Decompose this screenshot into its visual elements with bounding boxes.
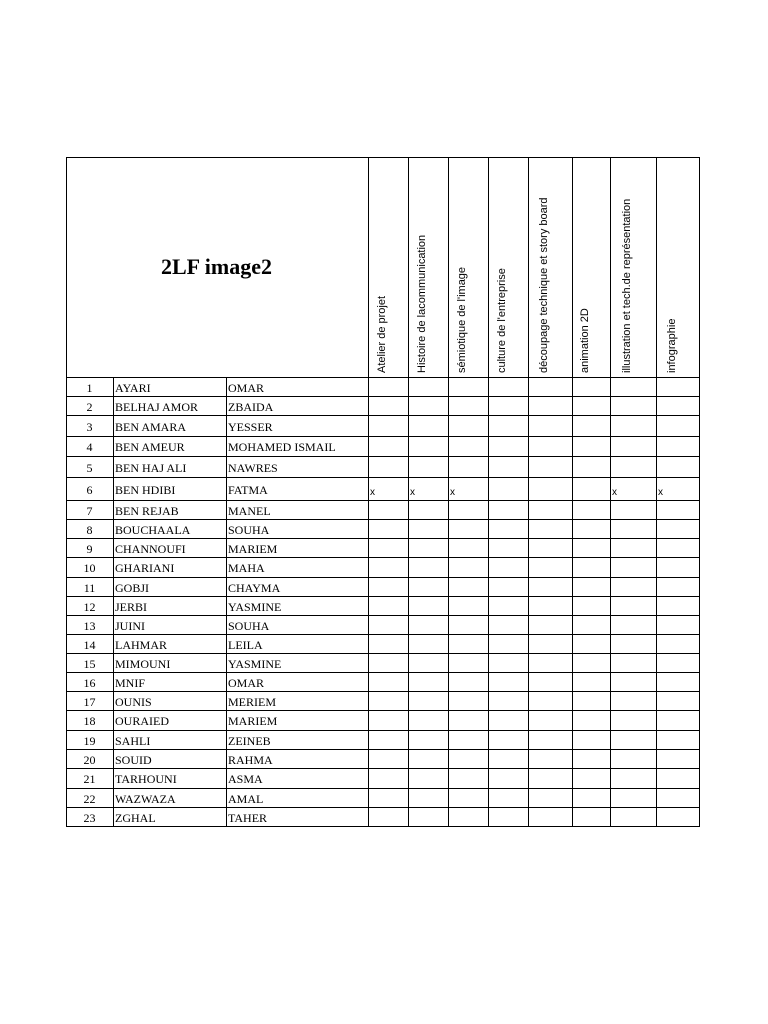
student-first-name: YASMINE bbox=[228, 600, 282, 614]
student-last-name: CHANNOUFI bbox=[115, 542, 186, 556]
row-number: 2 bbox=[86, 400, 93, 414]
attendance-mark: x bbox=[370, 487, 375, 498]
student-first-name: OMAR bbox=[228, 381, 265, 395]
row-number: 18 bbox=[83, 714, 96, 728]
row-number: 8 bbox=[86, 523, 93, 537]
row-number: 19 bbox=[83, 734, 96, 748]
student-last-name: WAZWAZA bbox=[115, 792, 176, 806]
student-first-name: OMAR bbox=[228, 676, 265, 690]
student-last-name: AYARI bbox=[115, 381, 151, 395]
subject-label: Atelier de projet bbox=[376, 295, 388, 373]
student-first-name: AMAL bbox=[228, 792, 264, 806]
student-last-name: OURAIED bbox=[115, 714, 169, 728]
student-first-name: NAWRES bbox=[228, 461, 278, 475]
attendance-mark: x bbox=[410, 487, 415, 498]
student-last-name: BEN AMARA bbox=[115, 420, 187, 434]
row-number: 22 bbox=[83, 792, 96, 806]
row-number: 11 bbox=[83, 581, 96, 595]
student-first-name: MOHAMED ISMAIL bbox=[228, 440, 336, 454]
row-divider bbox=[66, 477, 699, 478]
row-divider bbox=[66, 730, 699, 731]
student-first-name: SOUHA bbox=[228, 619, 270, 633]
student-last-name: BEN REJAB bbox=[115, 504, 179, 518]
row-number: 23 bbox=[83, 811, 96, 825]
row-number: 17 bbox=[83, 695, 96, 709]
student-last-name: BEN AMEUR bbox=[115, 440, 185, 454]
row-divider bbox=[66, 500, 699, 501]
row-number: 6 bbox=[86, 483, 93, 497]
student-first-name: CHAYMA bbox=[228, 581, 281, 595]
subject-label: sémiotique de l'image bbox=[456, 266, 468, 373]
subject-header bbox=[656, 157, 699, 377]
subject-header bbox=[528, 157, 572, 377]
subject-header bbox=[368, 157, 408, 377]
row-divider bbox=[66, 596, 699, 597]
row-number: 7 bbox=[86, 504, 93, 518]
row-number: 4 bbox=[86, 440, 93, 454]
subject-header bbox=[488, 157, 528, 377]
row-number: 20 bbox=[83, 753, 96, 767]
subject-header bbox=[448, 157, 488, 377]
student-first-name: FATMA bbox=[228, 483, 268, 497]
student-first-name: MANEL bbox=[228, 504, 271, 518]
row-divider bbox=[66, 615, 699, 616]
table-border-right bbox=[699, 157, 700, 827]
student-last-name: BOUCHAALA bbox=[115, 523, 191, 537]
student-first-name: ZEINEB bbox=[228, 734, 271, 748]
row-divider bbox=[66, 653, 699, 654]
row-number: 21 bbox=[83, 772, 96, 786]
student-last-name: BELHAJ AMOR bbox=[115, 400, 199, 414]
student-last-name: LAHMAR bbox=[115, 638, 168, 652]
row-number: 15 bbox=[83, 657, 96, 671]
student-last-name: BEN HAJ ALI bbox=[115, 461, 187, 475]
student-first-name: TAHER bbox=[228, 811, 268, 825]
row-divider bbox=[66, 788, 699, 789]
student-last-name: GOBJI bbox=[115, 581, 150, 595]
student-last-name: SOUID bbox=[115, 753, 152, 767]
subject-header bbox=[610, 157, 656, 377]
student-first-name: MERIEM bbox=[228, 695, 276, 709]
student-first-name: MARIEM bbox=[228, 714, 278, 728]
attendance-mark: x bbox=[450, 487, 455, 498]
row-divider bbox=[66, 377, 699, 378]
row-number: 1 bbox=[86, 381, 93, 395]
row-number: 16 bbox=[83, 676, 96, 690]
subject-header bbox=[572, 157, 610, 377]
subject-label: Histoire de lacommunication bbox=[416, 234, 428, 373]
row-divider bbox=[66, 577, 699, 578]
attendance-mark: x bbox=[612, 487, 617, 498]
student-first-name: ZBAIDA bbox=[228, 400, 274, 414]
column-divider bbox=[226, 377, 227, 826]
attendance-mark: x bbox=[658, 487, 663, 498]
row-divider bbox=[66, 768, 699, 769]
subject-header bbox=[408, 157, 448, 377]
student-first-name: ASMA bbox=[228, 772, 263, 786]
row-divider bbox=[66, 436, 699, 437]
student-last-name: MNIF bbox=[115, 676, 146, 690]
row-number: 10 bbox=[83, 561, 96, 575]
student-last-name: GHARIANI bbox=[115, 561, 175, 575]
row-number: 12 bbox=[83, 600, 96, 614]
row-divider bbox=[66, 710, 699, 711]
sheet-title: 2LF image2 bbox=[161, 254, 272, 279]
subject-label: illustration et tech.de représentation bbox=[621, 198, 633, 373]
row-divider bbox=[66, 415, 699, 416]
student-last-name: JERBI bbox=[115, 600, 148, 614]
subject-label: culture de l'entreprise bbox=[496, 268, 508, 373]
column-divider bbox=[113, 377, 114, 826]
student-last-name: TARHOUNI bbox=[115, 772, 177, 786]
row-number: 5 bbox=[86, 461, 93, 475]
student-first-name: SOUHA bbox=[228, 523, 270, 537]
row-number: 9 bbox=[86, 542, 93, 556]
row-divider bbox=[66, 691, 699, 692]
subject-label: infographie bbox=[665, 318, 678, 373]
row-divider bbox=[66, 396, 699, 397]
student-first-name: YESSER bbox=[228, 420, 273, 434]
row-divider bbox=[66, 634, 699, 635]
student-first-name: LEILA bbox=[228, 638, 263, 652]
row-divider bbox=[66, 807, 699, 808]
student-last-name: BEN HDIBI bbox=[115, 483, 176, 497]
row-divider bbox=[66, 557, 699, 558]
row-number: 14 bbox=[83, 638, 96, 652]
row-divider bbox=[66, 456, 699, 457]
student-last-name: ZGHAL bbox=[115, 811, 156, 825]
student-last-name: MIMOUNI bbox=[115, 657, 171, 671]
student-first-name: MARIEM bbox=[228, 542, 278, 556]
student-last-name: JUINI bbox=[115, 619, 145, 633]
student-last-name: SAHLI bbox=[115, 734, 151, 748]
subject-label: découpage technique et story board bbox=[538, 197, 550, 373]
row-number: 3 bbox=[86, 420, 93, 434]
row-divider bbox=[66, 519, 699, 520]
student-first-name: RAHMA bbox=[228, 753, 273, 767]
student-first-name: YASMINE bbox=[228, 657, 282, 671]
row-number: 13 bbox=[83, 619, 96, 633]
subject-label: animation 2D bbox=[579, 308, 591, 373]
row-divider bbox=[66, 538, 699, 539]
student-last-name: OUNIS bbox=[115, 695, 152, 709]
row-divider bbox=[66, 672, 699, 673]
table-border-bottom bbox=[66, 826, 700, 827]
row-divider bbox=[66, 749, 699, 750]
student-first-name: MAHA bbox=[228, 561, 265, 575]
